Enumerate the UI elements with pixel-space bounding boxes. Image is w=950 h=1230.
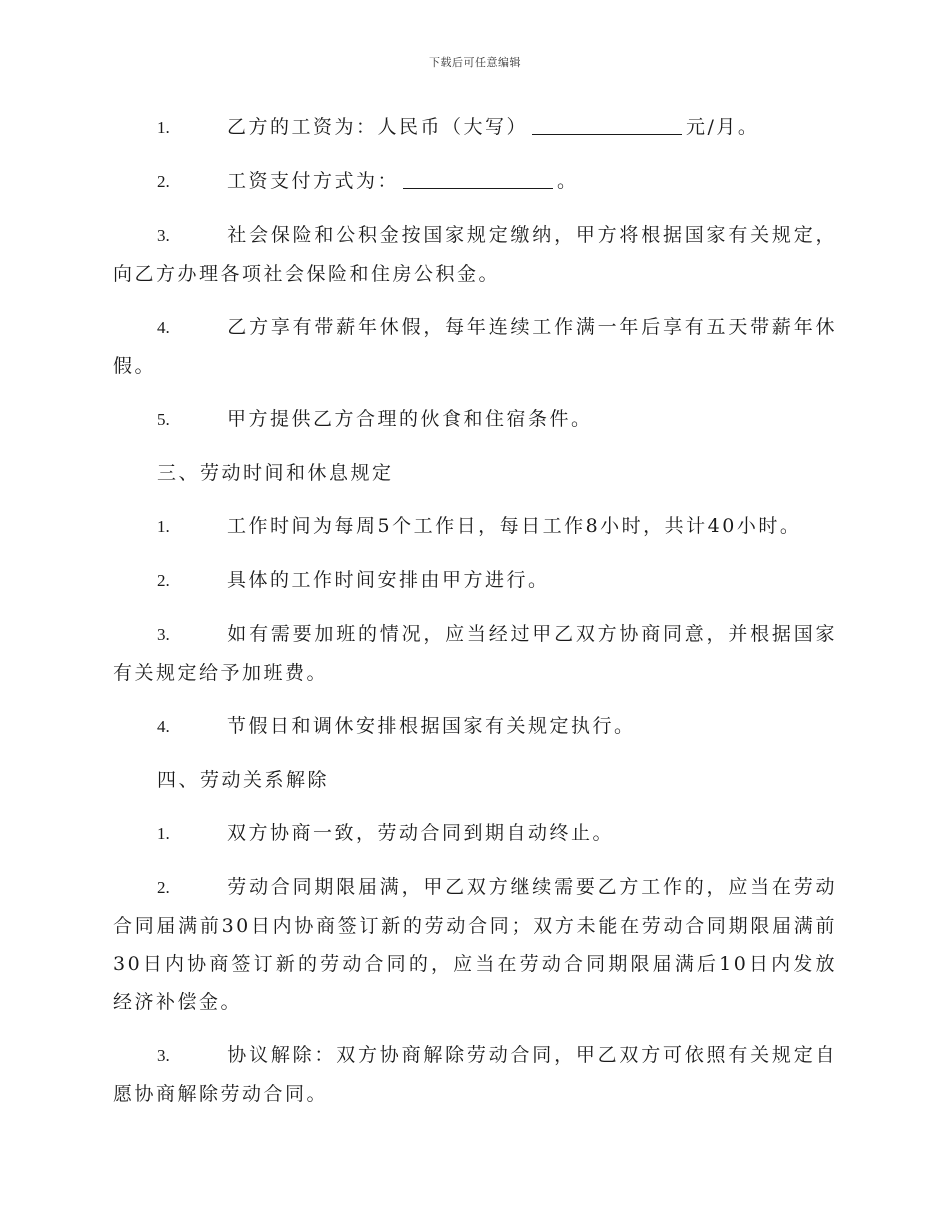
- item-number: 4.: [157, 318, 170, 337]
- item-text: 工资支付方式为：: [227, 170, 400, 192]
- item-number: 2.: [157, 571, 170, 590]
- item-text-suffix: 。: [557, 170, 579, 192]
- item-number: 1.: [157, 118, 170, 137]
- list-item: [113, 1036, 837, 1113]
- section-heading: 四、劳动关系解除: [157, 769, 330, 791]
- fill-in-blank[interactable]: [532, 112, 682, 135]
- item-text: 乙方享有带薪年休假，每年连续工作满一年后享有五天带薪年休假。: [113, 316, 837, 377]
- list-item: [113, 707, 837, 746]
- item-number: 5.: [157, 410, 170, 429]
- item-number: 3.: [157, 226, 170, 245]
- item-number: 4.: [157, 717, 170, 736]
- item-number: 3.: [157, 1046, 170, 1065]
- section-heading: 三、劳动时间和休息规定: [157, 462, 394, 484]
- item-number: 2.: [157, 172, 170, 191]
- item-text: 劳动合同期限届满，甲乙双方继续需要乙方工作的，应当在劳动合同届满前30日内协商签订新的劳动合同；双方未能在劳动合同期限届满前30日内协商签订新的劳动合同的，应当在劳动合同期限届满后10日内发放经济补偿金。: [113, 876, 837, 1013]
- item-number: 3.: [157, 625, 170, 644]
- item-text: 社会保险和公积金按国家规定缴纳，甲方将根据国家有关规定，向乙方办理各项社会保险和住房公积金。: [113, 224, 837, 285]
- item-number: 1.: [157, 824, 170, 843]
- item-text: 甲方提供乙方合理的伙食和住宿条件。: [227, 408, 593, 430]
- item-number: 1.: [157, 517, 170, 536]
- item-text: 双方协商一致，劳动合同到期自动终止。: [227, 822, 615, 844]
- item-text: 乙方的工资为：人民币（大写）: [227, 116, 529, 138]
- document-body: [113, 108, 837, 1128]
- item-text: 协议解除：双方协商解除劳动合同，甲乙双方可依照有关规定自愿协商解除劳动合同。: [113, 1044, 837, 1105]
- list-item: [113, 400, 837, 439]
- list-item: [113, 868, 837, 1021]
- page-header: 下载后可任意编辑: [429, 56, 521, 69]
- fill-in-blank[interactable]: [403, 166, 553, 189]
- list-item: [113, 814, 837, 853]
- list-item: [113, 162, 837, 201]
- item-number: 2.: [157, 878, 170, 897]
- list-item: [113, 507, 837, 546]
- list-item: [113, 108, 837, 147]
- list-item: [113, 615, 837, 692]
- item-text-suffix: 元/月。: [686, 116, 760, 138]
- list-item: [113, 561, 837, 600]
- item-text: 节假日和调休安排根据国家有关规定执行。: [227, 715, 636, 737]
- list-item: [113, 216, 837, 293]
- list-item: [113, 308, 837, 385]
- item-text: 工作时间为每周5个工作日，每日工作8小时，共计40小时。: [227, 515, 802, 537]
- item-text: 如有需要加班的情况，应当经过甲乙双方协商同意，并根据国家有关规定给予加班费。: [113, 623, 837, 684]
- item-text: 具体的工作时间安排由甲方进行。: [227, 569, 550, 591]
